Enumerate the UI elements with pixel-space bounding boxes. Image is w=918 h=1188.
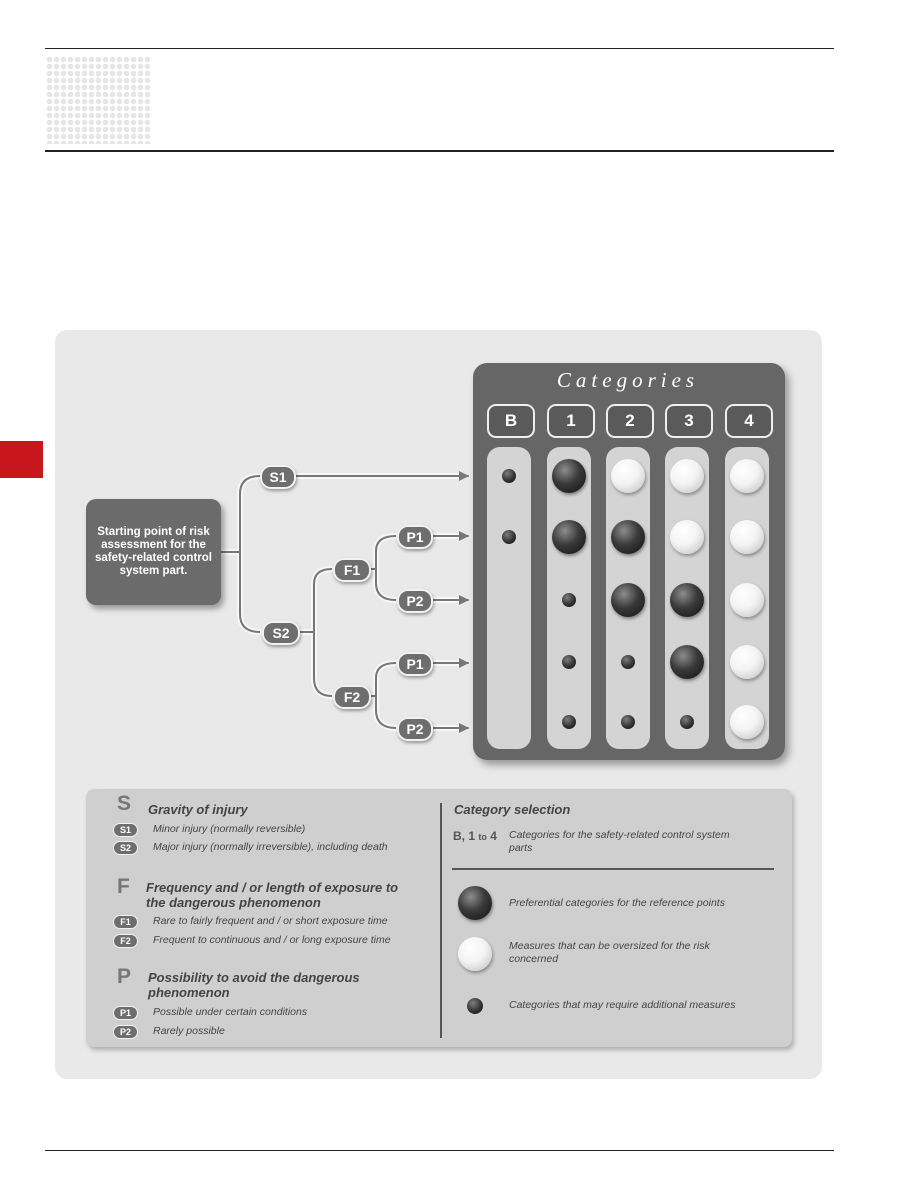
legend-s1-badge: S1 (113, 823, 138, 837)
category-ball-small (502, 469, 516, 483)
category-column-b (487, 447, 531, 749)
legend-light-text: Measures that can be oversized for the risk concerned (509, 940, 710, 965)
category-ball-light (730, 645, 764, 679)
legend-p-letter: P (117, 965, 132, 988)
category-selection-title: Category selection (454, 802, 571, 817)
legend-f-letter: F (117, 875, 130, 898)
category-ball-small (680, 715, 694, 729)
legend-divider-vertical (440, 803, 442, 1038)
category-ball-light (611, 459, 645, 493)
category-ball-small (562, 715, 576, 729)
category-ball-dark (670, 583, 704, 617)
category-ball-light (730, 705, 764, 739)
category-ball-dark (552, 520, 586, 554)
category-ball-dark (611, 520, 645, 554)
range-4: 4 (490, 829, 497, 843)
category-header-1: 1 (547, 404, 595, 438)
category-range-text: Categories for the safety-related control system parts (509, 829, 730, 854)
node-p1-upper: P1 (397, 525, 433, 549)
legend-f-title: Frequency and / or length of exposure to the dangerous phenomenon (146, 880, 399, 910)
category-ball-light (670, 520, 704, 554)
category-ball-small (562, 593, 576, 607)
legend-s-letter: S (117, 792, 132, 815)
category-ball-light (670, 459, 704, 493)
node-f1: F1 (333, 558, 371, 582)
legend-s2-badge: S2 (113, 841, 138, 855)
category-ball-small (621, 655, 635, 669)
node-s2: S2 (262, 621, 300, 645)
legend-divider-horizontal (452, 868, 774, 870)
legend-s-title: Gravity of injury (148, 802, 248, 817)
legend-p2-text: Rarely possible (153, 1025, 225, 1037)
legend-p1-text: Possible under certain conditions (153, 1006, 308, 1018)
legend-f2-badge: F2 (113, 934, 138, 948)
legend-light-ball-icon (458, 937, 492, 971)
legend-p2-badge: P2 (113, 1025, 138, 1039)
category-header-2: 2 (606, 404, 654, 438)
category-ball-light (730, 459, 764, 493)
range-1: 1 (468, 829, 476, 843)
node-p2-upper: P2 (397, 589, 433, 613)
legend-s1-text: Minor injury (normally reversible) (153, 823, 306, 835)
legend-small-text: Categories that may require additional measures (509, 999, 736, 1011)
category-header-b: B (487, 404, 535, 438)
category-ball-small (621, 715, 635, 729)
legend-p-title: Possibility to avoid the dangerous phenomenon (148, 970, 360, 1000)
range-to: to (478, 832, 487, 842)
category-ball-small (502, 530, 516, 544)
legend-small-ball-icon (467, 998, 483, 1014)
category-ball-small (562, 655, 576, 669)
category-header-4: 4 (725, 404, 773, 438)
node-s1: S1 (260, 465, 296, 489)
node-f2: F2 (333, 685, 371, 709)
category-ball-dark (611, 583, 645, 617)
categories-title: Categories (556, 368, 700, 392)
category-ball-dark (670, 645, 704, 679)
category-ball-light (730, 583, 764, 617)
legend-f1-text: Rare to fairly frequent and / or short exposure time (153, 915, 388, 927)
legend-f2-text: Frequent to continuous and / or long exposure time (153, 934, 391, 946)
node-p2-lower: P2 (397, 717, 433, 741)
legend-dark-text: Preferential categories for the reference points (509, 897, 725, 909)
start-point-box: Starting point of risk assessment for the safety-related control system part. (86, 499, 221, 605)
range-b: B, (453, 829, 465, 843)
category-header-3: 3 (665, 404, 713, 438)
category-range-label (453, 829, 497, 843)
category-ball-dark (552, 459, 586, 493)
category-ball-light (730, 520, 764, 554)
legend-f1-badge: F1 (113, 915, 138, 929)
legend-s2-text: Major injury (normally irreversible), including death (153, 841, 388, 853)
legend-dark-ball-icon (458, 886, 492, 920)
legend-p1-badge: P1 (113, 1006, 138, 1020)
node-p1-lower: P1 (397, 652, 433, 676)
